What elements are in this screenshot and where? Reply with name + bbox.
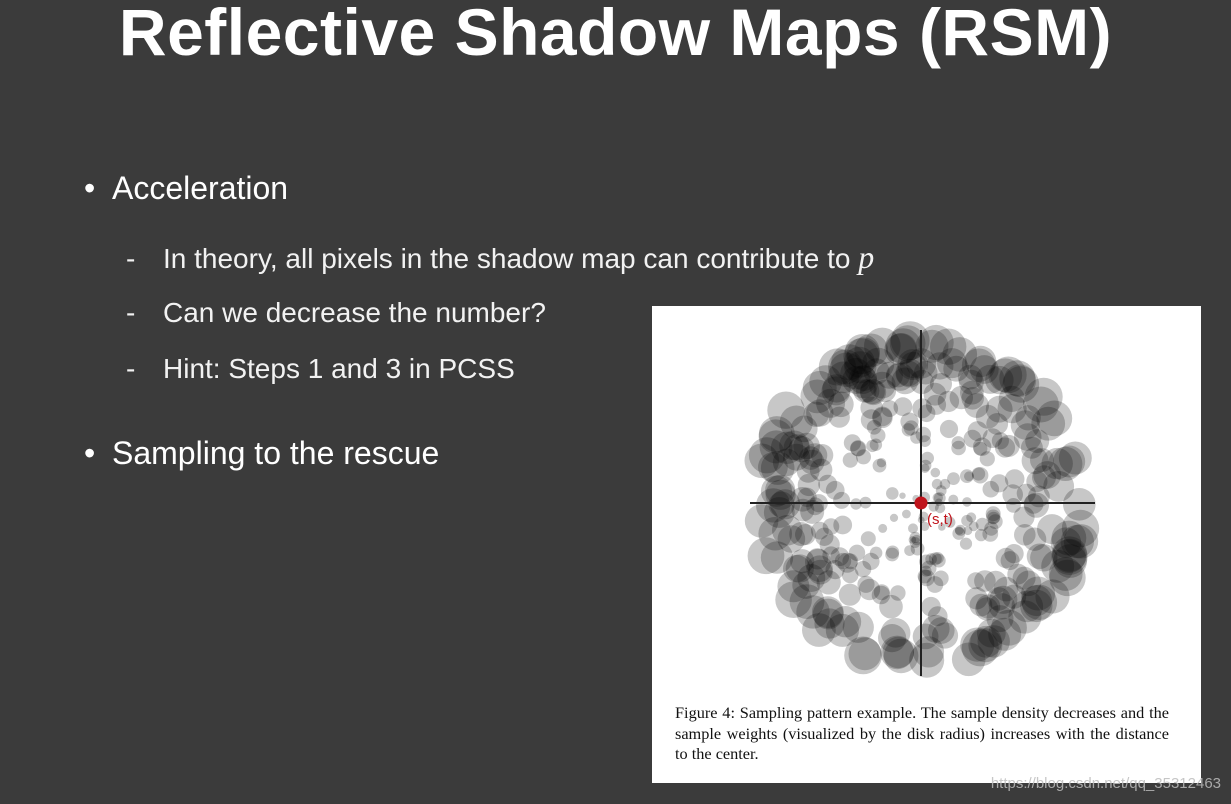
sample-disc [806,497,824,515]
sample-disc [947,472,960,485]
sample-disc [886,487,899,500]
sample-disc [756,488,790,522]
sample-disc [983,481,1000,498]
dash: - [126,297,136,328]
sample-disc [869,372,896,399]
sample-disc [874,584,890,600]
sample-disc [796,595,829,628]
sample-disc [878,524,887,533]
sample-disc [1061,525,1094,558]
sample-disc [999,386,1025,412]
sample-disc [940,420,958,438]
sample-disc [904,545,915,556]
sample-disc [815,528,833,546]
sample-disc [890,585,905,600]
sample-disc [909,643,944,678]
sample-disc [890,514,898,522]
sample-disc [1030,544,1057,571]
sample-disc [1022,447,1049,474]
sample-disc [952,436,965,449]
sample-disc [839,584,861,606]
sample-disc [767,392,804,429]
sample-disc [897,349,928,380]
sample-disc [960,469,974,483]
sample-disc [908,523,918,533]
sample-disc [873,459,887,473]
sample-disc [984,522,998,536]
subitem-text: Hint: Steps 1 and 3 in PCSS [163,353,515,384]
center-label: (s,t) [927,511,953,528]
subitem-text: In theory, all pixels in the shadow map can contribute to [163,243,859,274]
sample-disc [921,452,934,465]
bullet-dot: • [84,170,96,206]
sample-disc [886,546,899,559]
math-p: p [858,239,875,275]
sample-disc [849,545,865,561]
sample-disc [872,408,893,429]
sample-disc [972,467,988,483]
bullet-sampling [84,435,439,472]
sample-disc [931,468,941,478]
subitem [126,239,874,276]
sample-disc [778,525,806,553]
sample-disc [850,441,865,456]
sampling-pattern-diagram [652,306,1201,696]
sample-disc [798,474,820,496]
sample-disc [974,570,996,592]
sample-disc [958,365,983,390]
sample-disc [861,531,876,546]
sample-disc [991,610,1027,646]
bullet-text: Acceleration [112,170,289,206]
center-point [915,497,928,510]
sample-disc [962,497,972,507]
subitem-text: Can we decrease the number? [163,297,546,328]
sample-disc [960,628,994,662]
sample-disc [844,637,882,675]
sample-disc [761,451,795,485]
figure-caption: Figure 4: Sampling pattern example. The sample density decreases and the sample weights (visualized by the disk radius) increases with the distance to the center. [675,703,1169,763]
dash: - [126,243,136,274]
sample-disc [842,567,859,584]
subitem [126,297,546,329]
sample-disc [899,493,905,499]
sample-disc [806,555,833,582]
sample-disc [833,492,850,509]
bullet-acceleration [84,170,288,207]
sample-disc [1028,486,1050,508]
sample-disc [968,421,988,441]
sample-disc [926,395,946,415]
sample-disc [902,510,911,519]
sample-disc [894,397,913,416]
sample-disc [1048,447,1082,481]
sample-disc [811,444,833,466]
subitem [126,353,515,385]
sample-disc [862,553,879,570]
dash: - [126,353,136,384]
sampling-figure [652,306,1201,783]
bullet-dot: • [84,435,96,471]
watermark: https://blog.csdn.net/qq_35312463 [990,775,1221,792]
sample-disc [994,577,1019,602]
sample-disc [995,437,1015,457]
bullet-text: Sampling to the rescue [112,435,440,471]
sample-disc [1035,579,1069,613]
sample-disc [960,538,972,550]
slide-title: Reflective Shadow Maps (RSM) [118,0,1113,69]
sample-disc [955,525,966,536]
sample-disc [966,512,976,522]
sample-disc [1004,544,1023,563]
sample-disc [881,618,911,648]
sample-disc [866,440,878,452]
